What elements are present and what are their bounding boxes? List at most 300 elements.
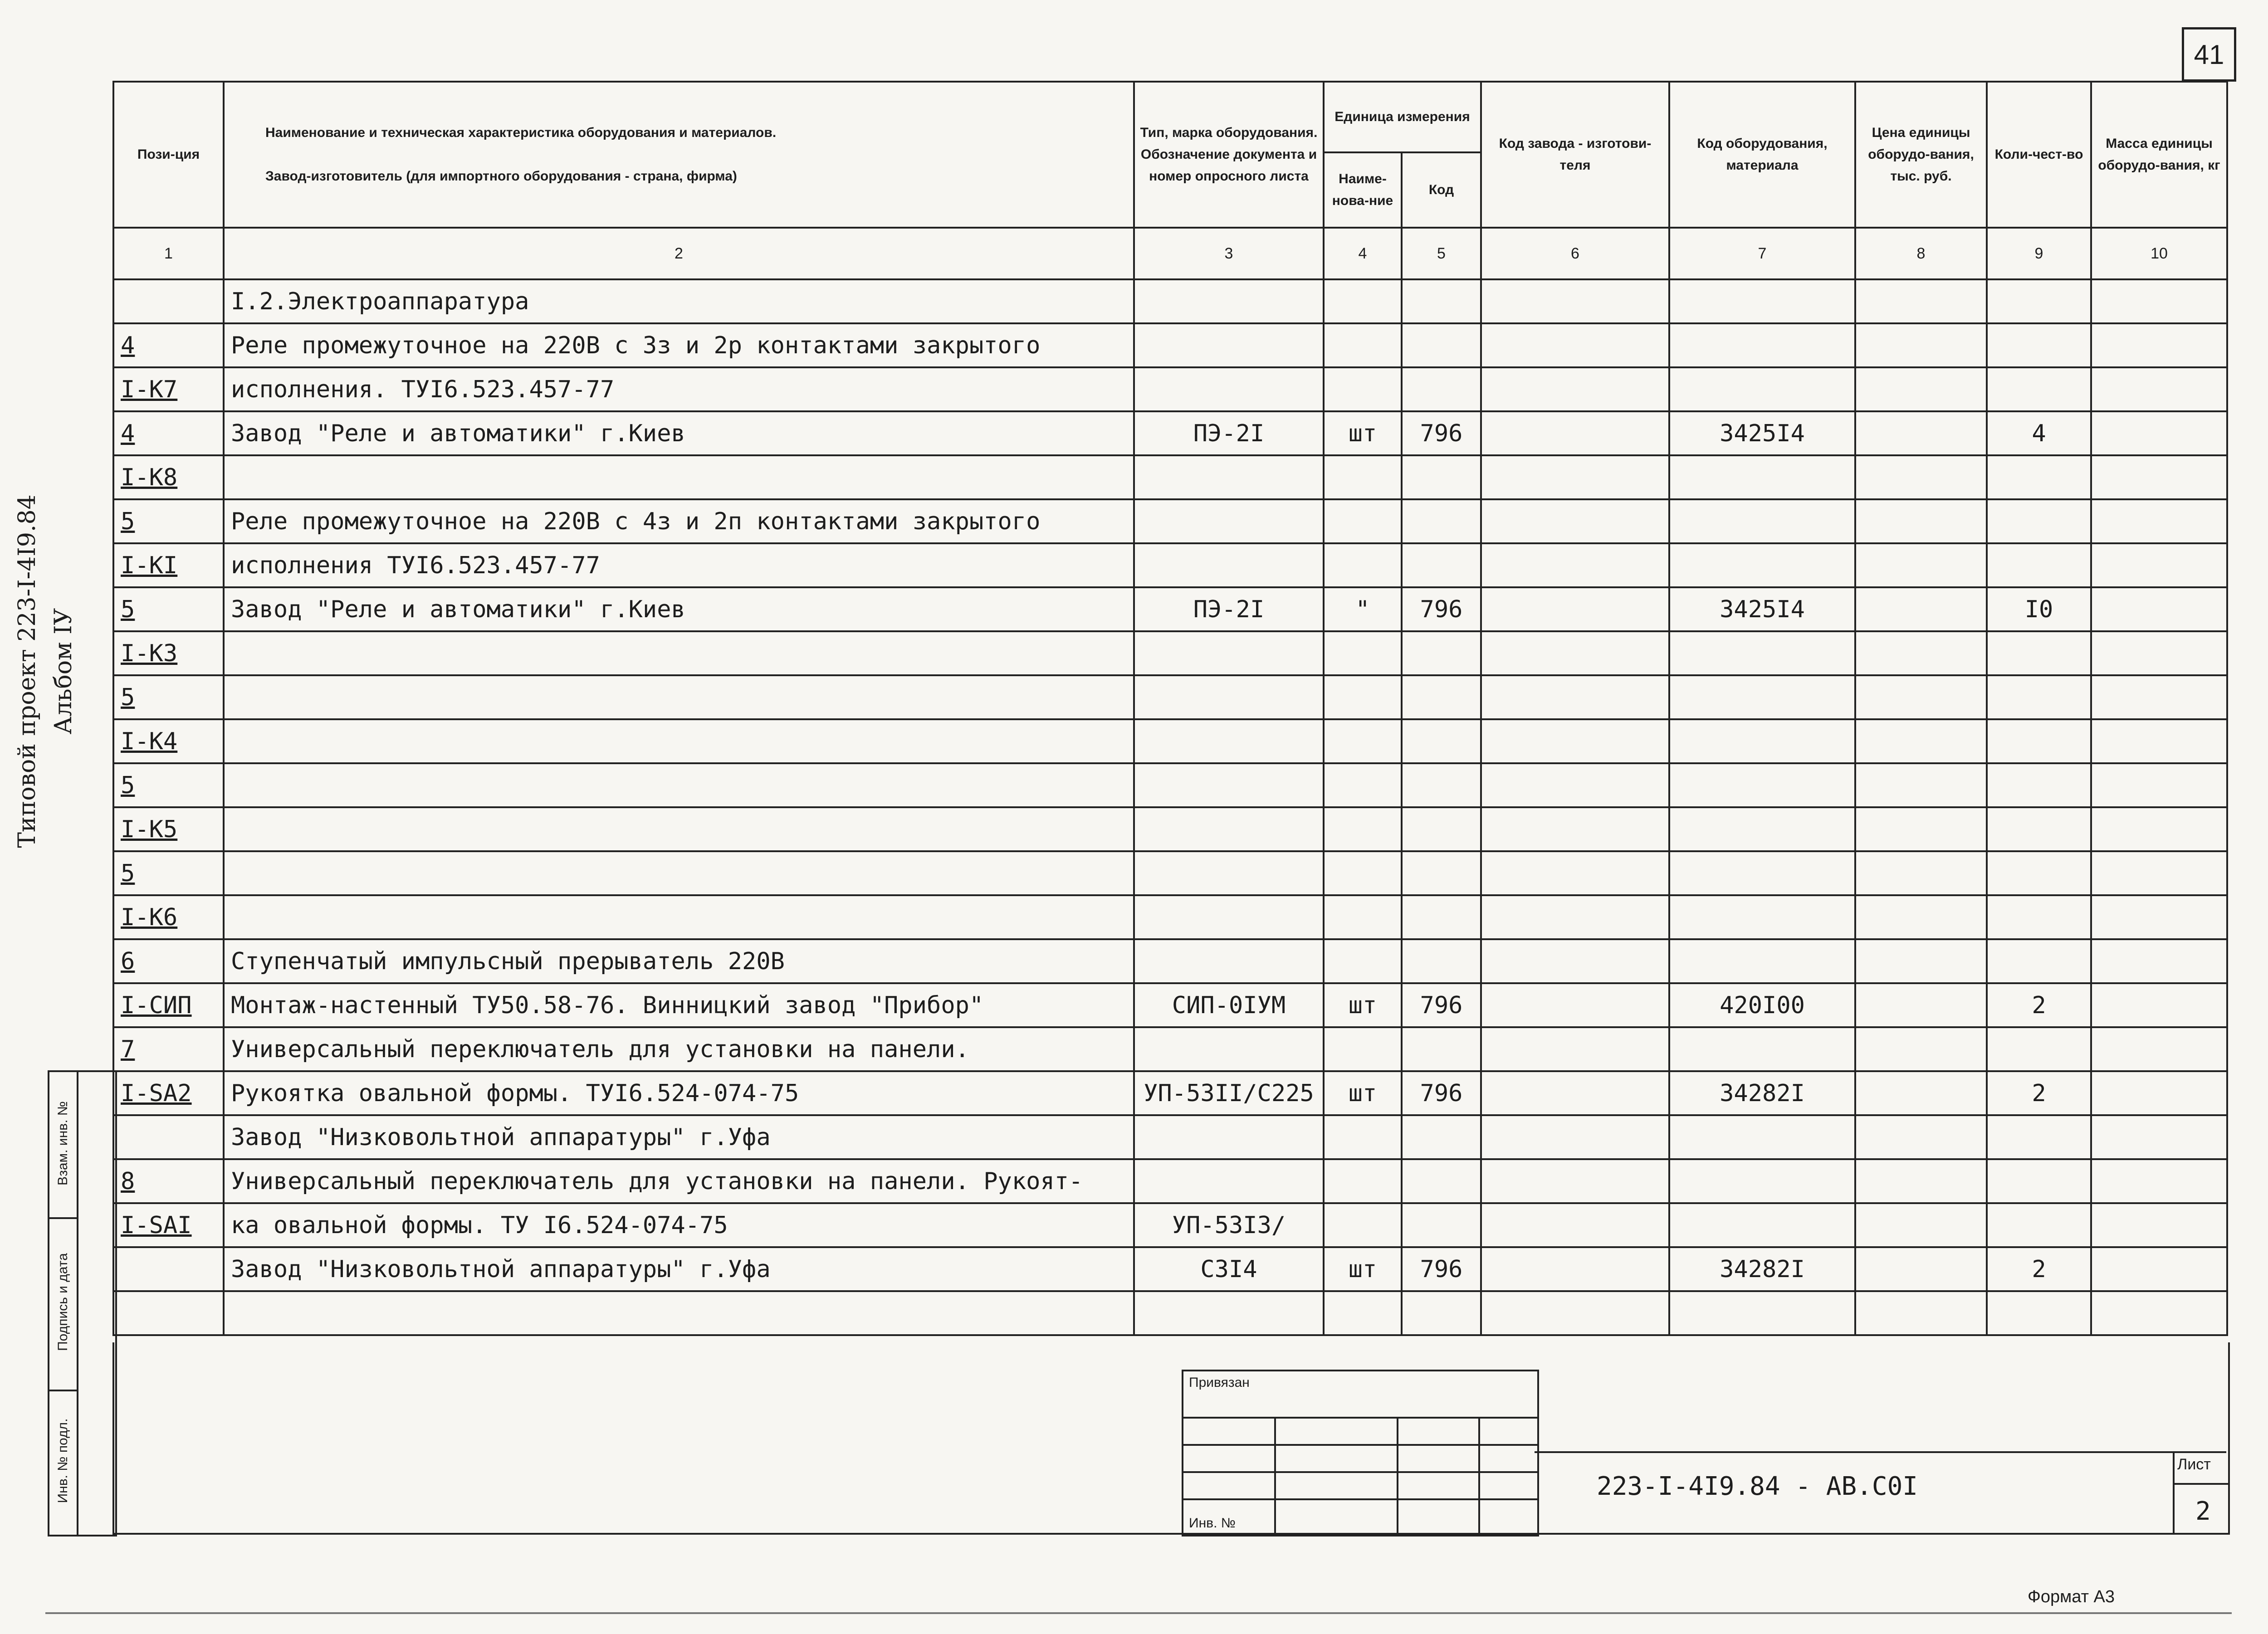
cell-plant-code bbox=[1481, 499, 1669, 543]
header-qty: Коли-чест-во bbox=[1987, 82, 2091, 228]
cell-name bbox=[224, 807, 1134, 851]
cell-type bbox=[1134, 851, 1324, 895]
table-row bbox=[113, 543, 2227, 587]
cell-name: I.2.Электроаппаратура bbox=[224, 279, 1134, 323]
table-row bbox=[113, 675, 2227, 719]
cell-quantity bbox=[1987, 851, 2091, 895]
table-row bbox=[113, 1159, 2227, 1203]
cell-plant-code bbox=[1481, 367, 1669, 411]
col-number: 8 bbox=[1855, 228, 1987, 279]
cell-position: 5 bbox=[113, 763, 224, 807]
cell-quantity: I0 bbox=[1987, 587, 2091, 631]
cell-plant-code bbox=[1481, 763, 1669, 807]
cell-name bbox=[224, 895, 1134, 939]
cell-equip-code bbox=[1669, 1291, 1855, 1335]
cell-quantity bbox=[1987, 1159, 2091, 1203]
cell-unit-code bbox=[1402, 807, 1481, 851]
cell-name: Завод "Реле и автоматики" г.Киев bbox=[224, 587, 1134, 631]
cell-position: I-KI bbox=[113, 543, 224, 587]
table-row bbox=[113, 983, 2227, 1027]
cell-plant-code bbox=[1481, 851, 1669, 895]
cell-position: 4 bbox=[113, 411, 224, 455]
cell-equip-code: 3425I4 bbox=[1669, 411, 1855, 455]
cell-quantity: 2 bbox=[1987, 1247, 2091, 1291]
cell-unit-name bbox=[1324, 1115, 1402, 1159]
cell-mass bbox=[2091, 1159, 2227, 1203]
cell-position: I-SAI bbox=[113, 1203, 224, 1247]
cell-type bbox=[1134, 455, 1324, 499]
cell-unit-name bbox=[1324, 279, 1402, 323]
cell-unit-code bbox=[1402, 279, 1481, 323]
cell-type bbox=[1134, 763, 1324, 807]
cell-position: I-K7 bbox=[113, 367, 224, 411]
table-row bbox=[113, 1203, 2227, 1247]
header-unit-code: Код bbox=[1402, 152, 1481, 228]
table-row bbox=[113, 1115, 2227, 1159]
cell-unit-code bbox=[1402, 1203, 1481, 1247]
cell-unit-code bbox=[1402, 1115, 1481, 1159]
cell-equip-code bbox=[1669, 719, 1855, 763]
cell-equip-code: 34282I bbox=[1669, 1247, 1855, 1291]
cell-mass bbox=[2091, 631, 2227, 675]
cell-price bbox=[1855, 851, 1987, 895]
cell-quantity bbox=[1987, 939, 2091, 983]
format-label: Формат А3 bbox=[2028, 1587, 2115, 1606]
cell-quantity bbox=[1987, 499, 2091, 543]
cell-unit-name bbox=[1324, 939, 1402, 983]
binding-stamp bbox=[1182, 1370, 1539, 1536]
cell-position: 5 bbox=[113, 499, 224, 543]
col-number: 10 bbox=[2091, 228, 2227, 279]
col-number: 9 bbox=[1987, 228, 2091, 279]
cell-quantity bbox=[1987, 895, 2091, 939]
col-number: 4 bbox=[1324, 228, 1402, 279]
side-fields-strip bbox=[48, 1070, 117, 1536]
table-row bbox=[113, 323, 2227, 367]
cell-mass bbox=[2091, 455, 2227, 499]
cell-plant-code bbox=[1481, 1247, 1669, 1291]
cell-quantity bbox=[1987, 543, 2091, 587]
cell-quantity bbox=[1987, 455, 2091, 499]
header-unit-name: Наиме-нова-ние bbox=[1324, 152, 1402, 228]
cell-unit-code: 796 bbox=[1402, 1247, 1481, 1291]
cell-type: УП-53I3/ bbox=[1134, 1203, 1324, 1247]
cell-type: УП-53II/С225 bbox=[1134, 1071, 1324, 1115]
cell-quantity: 4 bbox=[1987, 411, 2091, 455]
cell-type bbox=[1134, 895, 1324, 939]
cell-type bbox=[1134, 807, 1324, 851]
cell-equip-code bbox=[1669, 455, 1855, 499]
cell-name: исполнения ТУI6.523.457-77 bbox=[224, 543, 1134, 587]
side-field-inv-original: Инв. № подл. bbox=[55, 1418, 70, 1503]
cell-equip-code bbox=[1669, 631, 1855, 675]
cell-mass bbox=[2091, 851, 2227, 895]
table-row bbox=[113, 1071, 2227, 1115]
table-row bbox=[113, 719, 2227, 763]
cell-position bbox=[113, 1115, 224, 1159]
cell-unit-name bbox=[1324, 1027, 1402, 1071]
cell-unit-code: 796 bbox=[1402, 1071, 1481, 1115]
cell-equip-code bbox=[1669, 1027, 1855, 1071]
cell-unit-code bbox=[1402, 323, 1481, 367]
header-name-line1: Наименование и техническая характеристика оборудования и материалов. bbox=[265, 125, 777, 140]
cell-price bbox=[1855, 983, 1987, 1027]
sheet-number: 2 bbox=[2195, 1497, 2211, 1526]
table-row bbox=[113, 895, 2227, 939]
cell-plant-code bbox=[1481, 543, 1669, 587]
cell-plant-code bbox=[1481, 939, 1669, 983]
cell-mass bbox=[2091, 1291, 2227, 1335]
cell-mass bbox=[2091, 323, 2227, 367]
cell-price bbox=[1855, 1203, 1987, 1247]
cell-equip-code: 420I00 bbox=[1669, 983, 1855, 1027]
header-plant-code: Код завода - изготови-теля bbox=[1481, 82, 1669, 228]
cell-price bbox=[1855, 367, 1987, 411]
cell-quantity bbox=[1987, 675, 2091, 719]
cell-mass bbox=[2091, 587, 2227, 631]
cell-price bbox=[1855, 939, 1987, 983]
cell-plant-code bbox=[1481, 1027, 1669, 1071]
cell-name: Завод "Низковольтной аппаратуры" г.Уфа bbox=[224, 1115, 1134, 1159]
cell-price bbox=[1855, 1071, 1987, 1115]
table-row bbox=[113, 939, 2227, 983]
cell-unit-code bbox=[1402, 367, 1481, 411]
sheet-corner-number: 41 bbox=[2182, 27, 2236, 82]
cell-quantity bbox=[1987, 367, 2091, 411]
cell-unit-name bbox=[1324, 543, 1402, 587]
cell-unit-code bbox=[1402, 1027, 1481, 1071]
table-row bbox=[113, 807, 2227, 851]
cell-type bbox=[1134, 1027, 1324, 1071]
cell-unit-name: " bbox=[1324, 587, 1402, 631]
stamp-privyazan: Привязан bbox=[1189, 1375, 1250, 1390]
cell-plant-code bbox=[1481, 807, 1669, 851]
cell-equip-code bbox=[1669, 367, 1855, 411]
cell-price bbox=[1855, 807, 1987, 851]
cell-unit-code bbox=[1402, 455, 1481, 499]
cell-name: ка овальной формы. ТУ I6.524-074-75 bbox=[224, 1203, 1134, 1247]
cell-unit-code bbox=[1402, 851, 1481, 895]
table-row bbox=[113, 851, 2227, 895]
cell-price bbox=[1855, 279, 1987, 323]
cell-position: 6 bbox=[113, 939, 224, 983]
cell-mass bbox=[2091, 499, 2227, 543]
cell-unit-code bbox=[1402, 763, 1481, 807]
side-field-signature: Подпись и дата bbox=[55, 1253, 70, 1351]
cell-unit-name bbox=[1324, 719, 1402, 763]
col-number: 3 bbox=[1134, 228, 1324, 279]
header-unit: Единица измерения bbox=[1324, 82, 1481, 152]
cell-type bbox=[1134, 675, 1324, 719]
cell-plant-code bbox=[1481, 719, 1669, 763]
cell-equip-code: 34282I bbox=[1669, 1071, 1855, 1115]
cell-type bbox=[1134, 939, 1324, 983]
cell-type: ПЭ-2I bbox=[1134, 411, 1324, 455]
cell-name: исполнения. ТУI6.523.457-77 bbox=[224, 367, 1134, 411]
cell-equip-code bbox=[1669, 1115, 1855, 1159]
cell-mass bbox=[2091, 279, 2227, 323]
cell-equip-code bbox=[1669, 499, 1855, 543]
cell-type: ПЭ-2I bbox=[1134, 587, 1324, 631]
cell-position: 5 bbox=[113, 587, 224, 631]
cell-position: I-K8 bbox=[113, 455, 224, 499]
side-title bbox=[9, 444, 100, 898]
cell-unit-code bbox=[1402, 631, 1481, 675]
cell-unit-code bbox=[1402, 895, 1481, 939]
cell-price bbox=[1855, 1247, 1987, 1291]
cell-quantity: 2 bbox=[1987, 1071, 2091, 1115]
cell-unit-name bbox=[1324, 323, 1402, 367]
cell-plant-code bbox=[1481, 455, 1669, 499]
cell-unit-code bbox=[1402, 675, 1481, 719]
col-number: 2 bbox=[224, 228, 1134, 279]
cell-type bbox=[1134, 1291, 1324, 1335]
cell-position: I-СИП bbox=[113, 983, 224, 1027]
cell-price bbox=[1855, 499, 1987, 543]
cell-mass bbox=[2091, 1247, 2227, 1291]
cell-unit-code bbox=[1402, 499, 1481, 543]
cell-price bbox=[1855, 675, 1987, 719]
cell-price bbox=[1855, 631, 1987, 675]
cell-mass bbox=[2091, 1115, 2227, 1159]
col-number: 1 bbox=[113, 228, 224, 279]
cell-mass bbox=[2091, 807, 2227, 851]
col-number: 7 bbox=[1669, 228, 1855, 279]
cell-equip-code bbox=[1669, 763, 1855, 807]
cell-unit-name bbox=[1324, 851, 1402, 895]
cell-type bbox=[1134, 719, 1324, 763]
spec-body bbox=[113, 279, 2227, 1335]
cell-quantity bbox=[1987, 1115, 2091, 1159]
cell-equip-code bbox=[1669, 323, 1855, 367]
cell-unit-code bbox=[1402, 543, 1481, 587]
cell-unit-code: 796 bbox=[1402, 983, 1481, 1027]
cell-type bbox=[1134, 323, 1324, 367]
cell-quantity bbox=[1987, 807, 2091, 851]
cell-mass bbox=[2091, 895, 2227, 939]
cell-equip-code bbox=[1669, 851, 1855, 895]
cell-unit-name: шт bbox=[1324, 411, 1402, 455]
cell-equip-code bbox=[1669, 543, 1855, 587]
cell-name: Ступенчатый импульсный прерыватель 220В bbox=[224, 939, 1134, 983]
header-name bbox=[224, 82, 1134, 228]
cell-plant-code bbox=[1481, 675, 1669, 719]
cell-type bbox=[1134, 631, 1324, 675]
document-number: 223-I-4I9.84 - АВ.С0I bbox=[1597, 1472, 1918, 1501]
cell-equip-code bbox=[1669, 895, 1855, 939]
cell-equip-code bbox=[1669, 279, 1855, 323]
cell-name bbox=[224, 719, 1134, 763]
cell-plant-code bbox=[1481, 1203, 1669, 1247]
cell-quantity bbox=[1987, 323, 2091, 367]
outer-bottom-line bbox=[45, 1612, 2232, 1614]
cell-unit-code bbox=[1402, 939, 1481, 983]
cell-equip-code bbox=[1669, 939, 1855, 983]
cell-price bbox=[1855, 1291, 1987, 1335]
header-equip-code: Код оборудования, материала bbox=[1669, 82, 1855, 228]
cell-name bbox=[224, 455, 1134, 499]
cell-unit-name bbox=[1324, 631, 1402, 675]
side-title-line1: Типовой проект 223-I-4I9.84 bbox=[14, 494, 41, 848]
cell-quantity bbox=[1987, 631, 2091, 675]
cell-mass bbox=[2091, 983, 2227, 1027]
cell-price bbox=[1855, 455, 1987, 499]
header-type: Тип, марка оборудования. Обозначение документа и номер опросного листа bbox=[1134, 82, 1324, 228]
cell-mass bbox=[2091, 1203, 2227, 1247]
col-number: 6 bbox=[1481, 228, 1669, 279]
cell-type bbox=[1134, 1159, 1324, 1203]
cell-unit-name: шт bbox=[1324, 1247, 1402, 1291]
cell-quantity bbox=[1987, 719, 2091, 763]
equipment-spec-table bbox=[112, 81, 2228, 1336]
side-field-replace: Взам. инв. № bbox=[55, 1101, 70, 1185]
cell-mass bbox=[2091, 675, 2227, 719]
cell-plant-code bbox=[1481, 587, 1669, 631]
cell-quantity: 2 bbox=[1987, 983, 2091, 1027]
cell-mass bbox=[2091, 367, 2227, 411]
cell-type bbox=[1134, 1115, 1324, 1159]
cell-plant-code bbox=[1481, 1291, 1669, 1335]
cell-quantity bbox=[1987, 1291, 2091, 1335]
cell-price bbox=[1855, 543, 1987, 587]
table-row bbox=[113, 411, 2227, 455]
header-row bbox=[113, 82, 2227, 152]
table-row bbox=[113, 763, 2227, 807]
cell-price bbox=[1855, 1159, 1987, 1203]
cell-unit-code: 796 bbox=[1402, 411, 1481, 455]
cell-price bbox=[1855, 719, 1987, 763]
cell-price bbox=[1855, 763, 1987, 807]
header-name-line2: Завод-изготовитель (для импортного оборудования - страна, фирма) bbox=[265, 169, 737, 184]
sheet-label: Лист bbox=[2177, 1456, 2211, 1473]
cell-equip-code bbox=[1669, 1203, 1855, 1247]
cell-position bbox=[113, 1247, 224, 1291]
cell-unit-code bbox=[1402, 1159, 1481, 1203]
cell-equip-code bbox=[1669, 807, 1855, 851]
cell-name: Монтаж-настенный ТУ50.58-76. Винницкий завод "Прибор" bbox=[224, 983, 1134, 1027]
cell-plant-code bbox=[1481, 983, 1669, 1027]
cell-quantity bbox=[1987, 279, 2091, 323]
cell-unit-code bbox=[1402, 1291, 1481, 1335]
cell-type bbox=[1134, 543, 1324, 587]
table-row bbox=[113, 455, 2227, 499]
cell-mass bbox=[2091, 1071, 2227, 1115]
cell-price bbox=[1855, 587, 1987, 631]
table-row bbox=[113, 279, 2227, 323]
side-title-line2: Альбом IУ bbox=[50, 608, 77, 735]
cell-type: СИП-0IУМ bbox=[1134, 983, 1324, 1027]
cell-type: С3I4 bbox=[1134, 1247, 1324, 1291]
cell-plant-code bbox=[1481, 323, 1669, 367]
cell-quantity bbox=[1987, 1203, 2091, 1247]
cell-unit-name bbox=[1324, 763, 1402, 807]
cell-type bbox=[1134, 279, 1324, 323]
table-row bbox=[113, 1247, 2227, 1291]
cell-unit-name bbox=[1324, 367, 1402, 411]
cell-mass bbox=[2091, 1027, 2227, 1071]
cell-position: I-K5 bbox=[113, 807, 224, 851]
table-row bbox=[113, 499, 2227, 543]
cell-unit-name: шт bbox=[1324, 983, 1402, 1027]
cell-name: Рукоятка овальной формы. ТУI6.524-074-75 bbox=[224, 1071, 1134, 1115]
cell-name bbox=[224, 1291, 1134, 1335]
cell-name: Завод "Реле и автоматики" г.Киев bbox=[224, 411, 1134, 455]
cell-unit-name bbox=[1324, 455, 1402, 499]
header-pos: Пози-ция bbox=[113, 82, 224, 228]
cell-position: 5 bbox=[113, 675, 224, 719]
cell-mass bbox=[2091, 719, 2227, 763]
cell-plant-code bbox=[1481, 631, 1669, 675]
cell-quantity bbox=[1987, 1027, 2091, 1071]
cell-unit-code bbox=[1402, 719, 1481, 763]
cell-unit-name bbox=[1324, 499, 1402, 543]
stamp-inv-no: Инв. № bbox=[1189, 1516, 1236, 1531]
cell-name: Реле промежуточное на 220В с 4з и 2п контактами закрытого bbox=[224, 499, 1134, 543]
cell-type bbox=[1134, 499, 1324, 543]
table-row bbox=[113, 367, 2227, 411]
cell-plant-code bbox=[1481, 1071, 1669, 1115]
cell-unit-name: шт bbox=[1324, 1071, 1402, 1115]
cell-mass bbox=[2091, 763, 2227, 807]
cell-mass bbox=[2091, 411, 2227, 455]
cell-name bbox=[224, 675, 1134, 719]
cell-plant-code bbox=[1481, 279, 1669, 323]
cell-position bbox=[113, 279, 224, 323]
cell-mass bbox=[2091, 939, 2227, 983]
cell-position: 4 bbox=[113, 323, 224, 367]
cell-unit-name bbox=[1324, 1159, 1402, 1203]
cell-plant-code bbox=[1481, 1115, 1669, 1159]
cell-quantity bbox=[1987, 763, 2091, 807]
table-row bbox=[113, 587, 2227, 631]
cell-price bbox=[1855, 411, 1987, 455]
cell-equip-code bbox=[1669, 1159, 1855, 1203]
table-row bbox=[113, 631, 2227, 675]
cell-position: I-K3 bbox=[113, 631, 224, 675]
cell-position: I-K4 bbox=[113, 719, 224, 763]
table-row bbox=[113, 1291, 2227, 1335]
cell-unit-name bbox=[1324, 1291, 1402, 1335]
cell-price bbox=[1855, 895, 1987, 939]
cell-position: 8 bbox=[113, 1159, 224, 1203]
cell-plant-code bbox=[1481, 895, 1669, 939]
table-row bbox=[113, 1027, 2227, 1071]
cell-type bbox=[1134, 367, 1324, 411]
cell-position: I-SA2 bbox=[113, 1071, 224, 1115]
cell-price bbox=[1855, 323, 1987, 367]
cell-unit-code: 796 bbox=[1402, 587, 1481, 631]
cell-name bbox=[224, 851, 1134, 895]
cell-unit-name bbox=[1324, 807, 1402, 851]
header-price: Цена единицы оборудо-вания, тыс. руб. bbox=[1855, 82, 1987, 228]
cell-name: Универсальный переключатель для установки на панели. bbox=[224, 1027, 1134, 1071]
cell-position bbox=[113, 1291, 224, 1335]
cell-position: 5 bbox=[113, 851, 224, 895]
cell-plant-code bbox=[1481, 411, 1669, 455]
cell-name: Завод "Низковольтной аппаратуры" г.Уфа bbox=[224, 1247, 1134, 1291]
cell-position: I-K6 bbox=[113, 895, 224, 939]
cell-mass bbox=[2091, 543, 2227, 587]
cell-name: Универсальный переключатель для установки на панели. Рукоят- bbox=[224, 1159, 1134, 1203]
cell-unit-name bbox=[1324, 675, 1402, 719]
cell-name: Реле промежуточное на 220В с 3з и 2р контактами закрытого bbox=[224, 323, 1134, 367]
cell-unit-name bbox=[1324, 1203, 1402, 1247]
cell-name bbox=[224, 763, 1134, 807]
cell-equip-code: 3425I4 bbox=[1669, 587, 1855, 631]
cell-plant-code bbox=[1481, 1159, 1669, 1203]
col-number: 5 bbox=[1402, 228, 1481, 279]
header-mass: Масса единицы оборудо-вания, кг bbox=[2091, 82, 2227, 228]
